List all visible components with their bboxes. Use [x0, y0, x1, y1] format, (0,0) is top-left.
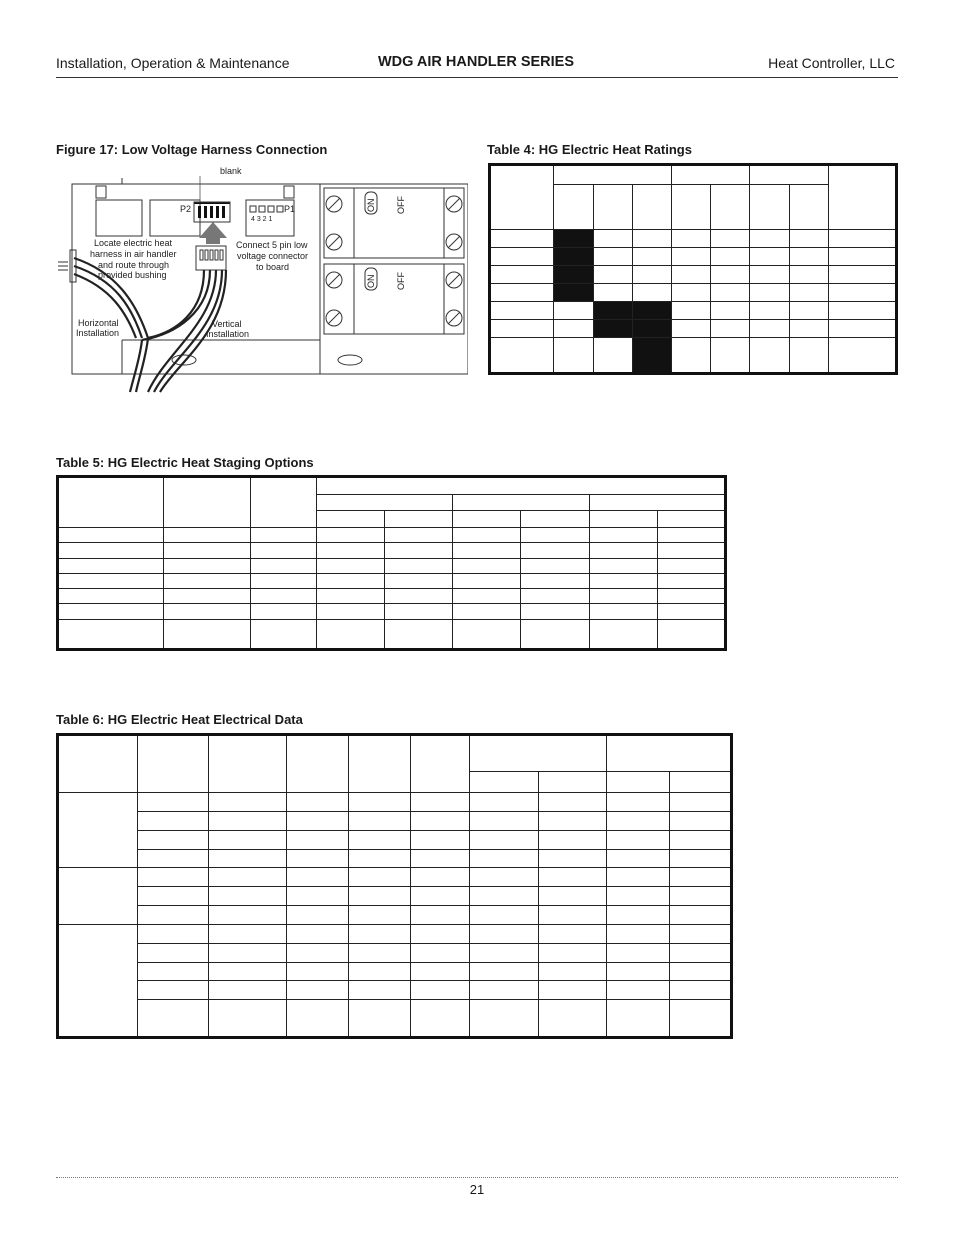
label-blank: blank — [220, 166, 242, 176]
label-pins: 4 3 2 1 — [251, 216, 273, 223]
table4-heat-ratings — [488, 163, 898, 375]
header-company: Heat Controller, LLC — [768, 55, 895, 71]
table5-caption: Table 5: HG Electric Heat Staging Options — [56, 455, 314, 470]
label-off-2: OFF — [396, 272, 406, 290]
label-on-1: ON — [366, 198, 376, 212]
label-horizontal-2: Installation — [76, 328, 120, 338]
label-connect-3: to board — [256, 262, 290, 272]
label-horizontal-1: Horizontal — [78, 318, 119, 328]
table6-electrical-data — [56, 733, 733, 1039]
table4-caption: Table 4: HG Electric Heat Ratings — [487, 142, 692, 157]
footer-dotted-rule — [56, 1177, 898, 1178]
label-connect-1: Connect 5 pin low — [236, 240, 308, 250]
label-vertical-1: Vertical — [212, 319, 242, 329]
label-off-1: OFF — [396, 196, 406, 214]
label-p1: P1 — [284, 204, 296, 214]
label-locate-2: harness in air handler — [90, 249, 177, 259]
figure17-caption: Figure 17: Low Voltage Harness Connection — [56, 142, 328, 157]
header-rule — [56, 77, 898, 78]
label-locate-1: Locate electric heat — [94, 238, 173, 248]
label-locate-4: provided bushing — [98, 270, 167, 280]
header-series-title: WDG AIR HANDLER SERIES — [378, 54, 575, 70]
label-p2: P2 — [180, 204, 192, 214]
header-left-title: Installation, Operation & Maintenance — [56, 55, 290, 71]
label-vertical-2: Installation — [206, 329, 250, 339]
page-number: 21 — [469, 1182, 485, 1197]
table5-staging-options — [56, 475, 727, 651]
table6-caption: Table 6: HG Electric Heat Electrical Data — [56, 712, 303, 727]
label-locate-3: and route through — [98, 260, 170, 270]
label-connect-2: voltage connector — [237, 251, 309, 261]
figure17-harness-diagram — [56, 162, 468, 394]
label-on-2: ON — [366, 274, 376, 288]
